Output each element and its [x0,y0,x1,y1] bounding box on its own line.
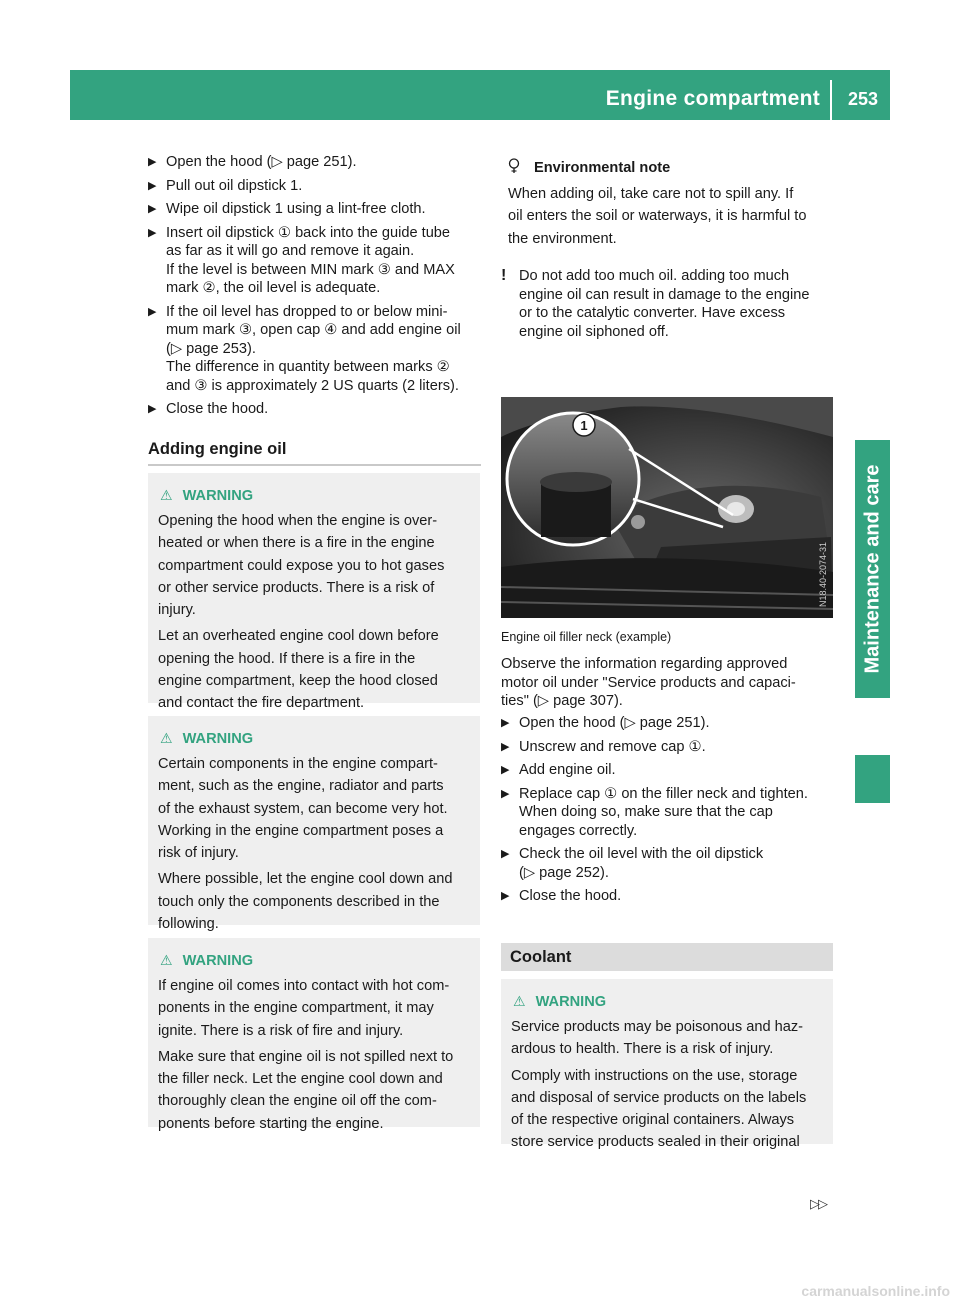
step-text: ▷ [271,154,283,170]
section-tab [855,440,890,698]
step-line: If the level is between MIN mark ③ and MAX [166,261,455,278]
warning-line: Certain components in the engine compart- [158,756,438,772]
step-line: Close the hood. [519,888,622,904]
engine-photo-illustration [501,397,833,618]
page-header [70,70,890,120]
warning-paragraph [158,510,470,621]
environmental-note-text [508,183,833,251]
step-line: The difference in quantity between marks ② [166,359,450,375]
step-arrow-icon: ▶ [148,403,157,415]
photo-caption: Engine oil filler neck (example) [501,630,672,644]
oil-check-steps [148,153,483,424]
page-number: 253 [847,89,879,109]
step-item [501,785,834,841]
warning-box-coolant [501,979,833,1151]
step-item [148,153,483,172]
warning-line: ment, such as the engine, radiator and parts [158,778,444,795]
warning-box-oil-fire [148,938,480,1132]
warning-line: the filler neck. Let the engine cool down and [158,1071,443,1088]
step-text: Pull out oil dipstick [166,177,291,194]
warning-line: ignite. There is a risk of fire and injury. [158,1022,404,1039]
observe-line: motor oil under "Service products and capaci- [501,674,796,691]
environmental-note-line: oil enters the soil or waterways, it is harmful to [508,208,807,224]
header-divider [830,80,832,120]
step-item [148,177,483,196]
step-line: Open the hood (▷ page 251). [519,715,710,731]
warning-paragraph [158,868,470,935]
warning-line: If engine oil comes into contact with hot com- [158,978,450,994]
step-line: Replace cap ① on the filler neck and tighten. [519,785,808,802]
heading-rule [148,464,481,466]
warning-line: thoroughly clean the engine oil off the com- [158,1093,437,1110]
observe-line: Observe the information regarding approved [501,656,788,672]
step-text: . [298,177,303,194]
step-arrow-icon: ▶ [501,764,510,776]
warning-line: injury. [158,602,196,619]
step-line: (▷ page 252). [519,864,609,881]
warning-line: ponents in the engine compartment, it may [158,1000,434,1017]
step-line: If the oil level has dropped to or below mini- [166,303,448,320]
step-item [148,200,483,219]
step-line: When doing so, make sure that the cap [519,804,773,820]
step-arrow-icon: ▶ [148,305,157,318]
environmental-note [508,157,833,250]
warning-line: store service products sealed in their original [511,1134,800,1151]
warning-line: following. [158,916,219,933]
photo-callout: 1 [580,418,588,433]
warning-line: Service products may be poisonous and haz- [511,1019,804,1035]
step-arrow-icon: ▶ [501,890,510,902]
warning-paragraph [158,753,470,864]
step-text: using a lint-free cloth. [282,201,426,217]
warning-line: Working in the engine compartment poses a [158,822,444,839]
step-line: as far as it will go and remove it again. [166,243,415,259]
warning-line: or other service products. There is a risk of [158,579,435,596]
step-item [501,738,834,757]
warning-line: risk of injury. [158,845,239,862]
warning-paragraph [511,1016,823,1061]
step-text: page 251). [282,154,357,170]
coolant-heading: Coolant [510,948,572,966]
warning-triangle-icon: ⚠ [513,993,526,1009]
step-item [148,224,483,298]
warning-line: ponents before starting the engine. [158,1115,384,1132]
step-line: mum mark ③, open cap ④ and add engine oil [166,322,461,338]
observe-paragraph [501,655,834,711]
section-tab-label: Maintenance and care [861,464,883,674]
step-arrow-icon: ▶ [501,848,510,860]
warning-line: touch only the components described in the [158,893,440,910]
step-line: Check the oil level with the oil dipstick [519,846,764,862]
warning-line: compartment could expose you to hot gases [158,557,445,574]
warning-paragraph [511,1065,823,1154]
warning-line: engine compartment, keep the hood closed [158,673,438,690]
warning-line: ardous to health. There is a risk of injury. [511,1041,774,1058]
warning-box-hot-components [148,716,480,933]
warning-line: of the exhaust system, can become very hot. [158,800,448,817]
step-line: (▷ page 253). [166,340,256,357]
step-text: Open the hood ( [166,154,272,170]
step-text: 1 [290,177,299,194]
warning-label: WARNING [535,994,607,1010]
warning-line: Make sure that engine oil is not spilled next to [158,1048,454,1065]
warning-title [511,991,823,1012]
step-line: Insert oil dipstick ① back into the guide tube [166,224,451,241]
section-heading-adding-engine-oil: Adding engine oil [148,440,287,458]
environment-bulb-icon [508,158,520,174]
step-item [501,845,834,882]
coolant-section-bar [501,943,833,971]
warning-title [158,485,470,506]
step-line: Add engine oil. [519,762,616,778]
warning-line: heated or when there is a fire in the engine [158,535,435,552]
warning-paragraph [158,975,470,1042]
footer-watermark: carmanualsonline.info [801,1283,950,1299]
add-oil-steps [501,714,834,911]
warning-line: of the respective original containers. Always [511,1112,795,1129]
photo-reference-code: N18.40-2074-31 [818,541,828,607]
step-arrow-icon: ▶ [501,717,510,729]
warning-line: Where possible, let the engine cool down and [158,871,453,888]
warning-triangle-icon: ⚠ [160,952,173,968]
step-text: Close the hood. [166,401,269,417]
warning-label: WARNING [182,731,254,747]
step-arrow-icon: ▶ [148,156,157,168]
environmental-note-line: the environment. [508,230,617,247]
page-title: Engine compartment [605,87,820,110]
notice-line: or to the catalytic converter. Have excess [519,305,786,322]
environmental-note-line: When adding oil, take care not to spill any. If [508,185,794,202]
step-arrow-icon: ▶ [148,179,157,192]
step-line: and ③ is approximately 2 US quarts (2 liters). [166,377,459,394]
warning-title [158,728,470,749]
warning-line: Comply with instructions on the use, storage [511,1067,798,1084]
notice-line: Do not add too much oil. adding too much [519,268,790,284]
step-arrow-icon: ▶ [501,787,510,800]
warning-line: and disposal of service products on the labels [511,1089,807,1106]
notice-too-much-oil [501,267,852,341]
step-arrow-icon: ▶ [501,740,510,753]
step-line: mark ②, the oil level is adequate. [166,280,381,296]
notice-exclamation-icon: ! [501,267,507,284]
step-item [148,303,483,396]
warning-label: WARNING [182,953,254,969]
warning-triangle-icon: ⚠ [160,487,173,503]
warning-paragraph [158,1046,470,1135]
step-item [501,887,834,906]
step-arrow-icon: ▶ [148,226,157,239]
warning-label: WARNING [182,488,254,504]
environmental-note-title: Environmental note [534,160,671,176]
section-tab-marker [855,755,890,803]
warning-paragraph [158,625,470,714]
step-item [501,714,834,733]
continued-indicator: ▷▷ [810,1196,826,1211]
step-text: Wipe oil dipstick [166,201,275,217]
step-text: 1 [274,201,283,217]
engine-oil-filler-neck-photo [501,397,833,618]
warning-line: Opening the hood when the engine is over- [158,513,438,529]
warning-box-hot-engine [148,473,480,712]
step-item [501,761,834,780]
step-line: engages correctly. [519,822,638,839]
notice-line: engine oil can result in damage to the engine [519,286,810,303]
step-item [148,400,483,419]
warning-line: and contact the fire department. [158,695,365,712]
warning-line: Let an overheated engine cool down before [158,628,439,645]
notice-line: engine oil siphoned off. [519,323,669,340]
step-line: Unscrew and remove cap ①. [519,738,706,755]
observe-line: ties" (▷ page 307). [501,693,623,709]
warning-triangle-icon: ⚠ [160,730,173,746]
warning-title [158,950,470,971]
warning-line: opening the hood. If there is a fire in the [158,650,416,667]
step-arrow-icon: ▶ [148,203,157,215]
